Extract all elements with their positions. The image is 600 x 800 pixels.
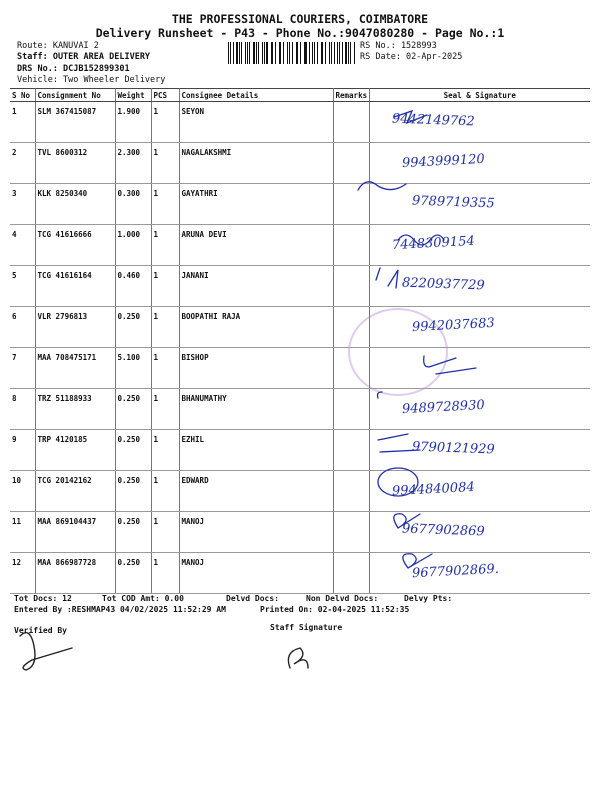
barcode-bar	[342, 42, 343, 64]
barcode-bar	[300, 42, 301, 64]
row-consignee: ARUNA DEVI	[179, 225, 333, 266]
barcode-bar	[245, 42, 246, 64]
barcode-bar	[348, 42, 349, 64]
row-weight: 1.900	[115, 102, 151, 143]
row-pcs: 1	[151, 307, 179, 348]
barcode-bar	[350, 42, 351, 64]
table-row	[10, 225, 590, 266]
row-consignee: MANOJ	[179, 553, 333, 594]
barcode-bar	[266, 42, 268, 64]
barcode-bar	[304, 42, 305, 64]
barcode	[228, 42, 356, 64]
barcode-bar	[309, 42, 310, 64]
barcode-bar	[354, 42, 355, 64]
barcode-bar	[325, 42, 327, 64]
rs-date: RS Date: 02-Apr-2025	[360, 52, 463, 62]
table-row	[10, 143, 590, 184]
col-consignee: Consignee Details	[179, 89, 333, 102]
barcode-bar	[322, 42, 323, 64]
row-consignee: NAGALAKSHMI	[179, 143, 333, 184]
row-sno: 1	[10, 102, 35, 143]
row-remarks	[333, 143, 369, 184]
barcode-bar	[236, 42, 238, 64]
barcode-bar	[334, 42, 335, 64]
row-weight: 1.000	[115, 225, 151, 266]
row-weight: 2.300	[115, 143, 151, 184]
staff-signature-mark	[288, 648, 308, 668]
row-consignment-no: TCG 41616666	[35, 225, 115, 266]
col-sno: S No	[10, 89, 35, 102]
row-consignee: EDWARD	[179, 471, 333, 512]
barcode-bar	[271, 42, 272, 64]
barcode-bar	[249, 42, 250, 64]
barcode-bar	[339, 42, 340, 64]
row-sno: 10	[10, 471, 35, 512]
row-pcs: 1	[151, 143, 179, 184]
row-consignment-no: VLR 2796813	[35, 307, 115, 348]
barcode-bar	[321, 42, 322, 64]
row-sno: 11	[10, 512, 35, 553]
barcode-bar	[258, 42, 259, 64]
row-consignment-no: MAA 708475171	[35, 348, 115, 389]
staff-label: Staff: OUTER AREA DELIVERY	[17, 52, 151, 62]
row-signature	[369, 471, 590, 512]
row-weight: 0.460	[115, 266, 151, 307]
row-pcs: 1	[151, 184, 179, 225]
col-weight: Weight	[115, 89, 151, 102]
table-header-row	[10, 89, 590, 102]
row-weight: 0.250	[115, 389, 151, 430]
printed-on: Printed On: 02-04-2025 11:52:35	[260, 605, 410, 614]
row-remarks	[333, 512, 369, 553]
barcode-bar	[287, 42, 289, 64]
row-signature	[369, 225, 590, 266]
row-pcs: 1	[151, 553, 179, 594]
row-consignee: JANANI	[179, 266, 333, 307]
row-remarks	[333, 471, 369, 512]
row-signature	[369, 348, 590, 389]
handwritten-phone: 8220937729	[401, 275, 485, 294]
barcode-bar	[296, 42, 297, 64]
row-remarks	[333, 430, 369, 471]
handwritten-phone: 9790121929	[411, 439, 495, 458]
handwritten-phone: 7448309154	[391, 233, 475, 254]
row-signature	[369, 266, 590, 307]
row-sno: 8	[10, 389, 35, 430]
row-pcs: 1	[151, 348, 179, 389]
barcode-bar	[272, 42, 273, 64]
non-delvd-docs: Non Delvd Docs:	[306, 594, 379, 603]
row-consignee: BISHOP	[179, 348, 333, 389]
delvd-docs: Delvd Docs:	[226, 594, 279, 603]
barcode-bar	[280, 42, 281, 64]
runsheet-table	[10, 88, 590, 594]
barcode-bar	[337, 42, 338, 64]
row-signature	[369, 307, 590, 348]
handwritten-phone: 9442149762	[391, 111, 475, 130]
row-signature	[369, 102, 590, 143]
barcode-bar	[241, 42, 242, 64]
row-weight: 5.100	[115, 348, 151, 389]
drs-label: DRS No.: DCJB152899301	[17, 64, 130, 74]
col-pcs: PCS	[151, 89, 179, 102]
barcode-bar	[297, 42, 298, 64]
row-consignment-no: TRP 4120185	[35, 430, 115, 471]
table-row	[10, 553, 590, 594]
table-row	[10, 471, 590, 512]
handwritten-phone: 9942037683	[411, 315, 495, 336]
row-remarks	[333, 266, 369, 307]
row-consignee: MANOJ	[179, 512, 333, 553]
row-signature	[369, 553, 590, 594]
barcode-bar	[312, 42, 313, 64]
barcode-bar	[314, 42, 315, 64]
barcode-bar	[247, 42, 248, 64]
row-sno: 2	[10, 143, 35, 184]
row-consignment-no: KLK 8250340	[35, 184, 115, 225]
barcode-bar	[233, 42, 234, 64]
row-signature	[369, 184, 590, 225]
row-weight: 0.300	[115, 184, 151, 225]
col-signature: Seal & Signature	[369, 89, 590, 102]
row-pcs: 1	[151, 512, 179, 553]
row-pcs: 1	[151, 102, 179, 143]
row-weight: 0.250	[115, 512, 151, 553]
table-row	[10, 430, 590, 471]
barcode-bar	[275, 42, 276, 64]
row-signature	[369, 512, 590, 553]
col-remarks: Remarks	[333, 89, 369, 102]
route-label: Route: KANUVAI 2	[17, 41, 99, 51]
table-row	[10, 184, 590, 225]
table-row	[10, 266, 590, 307]
handwritten-phone: 9943999120	[401, 151, 485, 172]
row-consignee: GAYATHRI	[179, 184, 333, 225]
entered-by: Entered By :RESHMAP43 04/02/2025 11:52:29 AM	[14, 605, 226, 614]
barcode-bar	[329, 42, 330, 64]
row-consignment-no: TRZ 51188933	[35, 389, 115, 430]
row-consignment-no: SLM 367415087	[35, 102, 115, 143]
table-row	[10, 389, 590, 430]
row-weight: 0.250	[115, 307, 151, 348]
row-consignment-no: TCG 41616164	[35, 266, 115, 307]
barcode-bar	[345, 42, 347, 64]
page-subtitle: Delivery Runsheet - P43 - Phone No.:9047080280 - Page No.:1	[95, 26, 505, 40]
barcode-bar	[230, 42, 231, 64]
row-consignee: SEYON	[179, 102, 333, 143]
rs-number: RS No.: 1528993	[360, 41, 437, 51]
handwritten-phone: 9944840084	[391, 479, 475, 500]
row-pcs: 1	[151, 471, 179, 512]
row-remarks	[333, 553, 369, 594]
row-consignee: BHANUMATHY	[179, 389, 333, 430]
barcode-bar	[262, 42, 263, 64]
row-consignment-no: MAA 869104437	[35, 512, 115, 553]
row-sno: 6	[10, 307, 35, 348]
handwritten-phone: 9489728930	[401, 397, 485, 418]
row-sno: 3	[10, 184, 35, 225]
verifier-signature	[20, 633, 72, 670]
barcode-bar	[239, 42, 240, 64]
row-pcs: 1	[151, 225, 179, 266]
barcode-bar	[317, 42, 318, 64]
row-weight: 0.250	[115, 553, 151, 594]
staff-signature-label: Staff Signature	[270, 623, 343, 632]
row-consignment-no: TCG 20142162	[35, 471, 115, 512]
table-row	[10, 348, 590, 389]
row-remarks	[333, 184, 369, 225]
barcode-bar	[264, 42, 265, 64]
handwritten-phone: 9677902869.	[411, 561, 499, 582]
delvy-pts: Delvy Pts:	[404, 594, 453, 603]
row-sno: 12	[10, 553, 35, 594]
tot-cod-amt: Tot COD Amt: 0.00	[102, 594, 184, 603]
row-remarks	[333, 225, 369, 266]
row-remarks	[333, 102, 369, 143]
col-consignment: Consignment No	[35, 89, 115, 102]
handwritten-phone: 9789719355	[411, 193, 495, 212]
row-remarks	[333, 348, 369, 389]
table-row	[10, 307, 590, 348]
handwritten-phone: 9677902869	[401, 521, 485, 540]
row-signature	[369, 430, 590, 471]
barcode-bar	[283, 42, 284, 64]
row-consignee: EZHIL	[179, 430, 333, 471]
row-sno: 5	[10, 266, 35, 307]
row-weight: 0.250	[115, 471, 151, 512]
row-pcs: 1	[151, 266, 179, 307]
barcode-bar	[228, 42, 229, 64]
row-consignment-no: MAA 866987728	[35, 553, 115, 594]
row-remarks	[333, 307, 369, 348]
barcode-bar	[305, 42, 307, 64]
barcode-bar	[292, 42, 293, 64]
row-sno: 9	[10, 430, 35, 471]
row-consignee: BOOPATHI RAJA	[179, 307, 333, 348]
barcode-bar	[289, 42, 290, 64]
row-consignment-no: TVL 8600312	[35, 143, 115, 184]
barcode-bar	[256, 42, 257, 64]
verified-by-label: Verified By	[14, 626, 67, 635]
page-title: THE PROFESSIONAL COURIERS, COIMBATORE	[171, 12, 429, 26]
row-pcs: 1	[151, 389, 179, 430]
barcode-bar	[253, 42, 255, 64]
row-sno: 7	[10, 348, 35, 389]
row-pcs: 1	[151, 430, 179, 471]
row-sno: 4	[10, 225, 35, 266]
vehicle-label: Vehicle: Two Wheeler Delivery	[17, 75, 166, 85]
row-signature	[369, 389, 590, 430]
table-row	[10, 102, 590, 143]
row-signature	[369, 143, 590, 184]
barcode-bar	[279, 42, 280, 64]
barcode-bar	[331, 42, 332, 64]
table-row	[10, 512, 590, 553]
row-weight: 0.250	[115, 430, 151, 471]
row-remarks	[333, 389, 369, 430]
tot-docs: Tot Docs: 12	[14, 594, 72, 603]
